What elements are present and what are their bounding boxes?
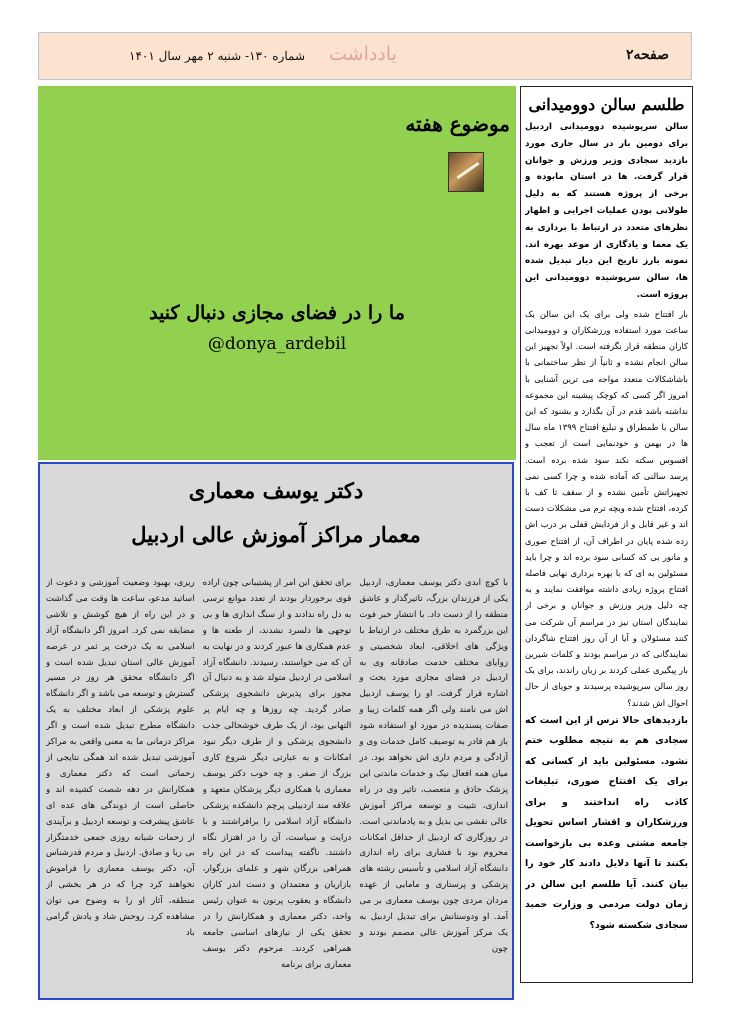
article-title: دکتر یوسف معماری [188, 478, 364, 503]
page-number: صفحه۲ [625, 47, 669, 63]
page-header [38, 32, 692, 80]
article-subtitle: معمار مراکز آموزش عالی اردبیل [131, 522, 421, 547]
sidebar-body [525, 119, 688, 977]
weekly-topic-box [38, 86, 516, 460]
weekly-topic-heading: موضوع هفته [405, 112, 510, 136]
social-handle: @donya_ardebil [207, 334, 347, 354]
sidebar-title: طلسم سالن دوومیدانی [528, 95, 685, 114]
memorial-article [38, 462, 514, 1000]
article-column-2: برای تحقق این امر از پشتیبانی چون اراده قوی برخوردار بودند از تعدد موانع ترسی به دل راه ندادند و از سنگ اندازی ها و بی توجهی ها دلسرد نشدند، از طعنه ها و عدم همکاری ها عبور کردند و در نهایت به آن که می خواستند، رسیدند. دانشگاه آزاد اسلامی در اردبیل متولد شد و به دنبال آن مجوز برای پذیرش دانشجوی پزشکی صادر گردید. چه روزها و چه ایام پر التهابی بود، از یک طرف خوشحالی جذب دانشجوی پزشکی و از طرف دیگر نبود امکانات و به عبارتی دیگر شروع کاری بزرگ از صفر. و چه خوب دکتر یوسف معماری با همکاری دیگر پزشکان متعهد و علاقه مند اردبیلی پرچم دانشکده پزشکی دانشگاه آزاد اسلامی را برافراشتند و با درایت و سیاست، آن را در اهتزاز نگاه داشتند. ناگفته پیداست که در این راه همراهی بزرگان شهر و علمای بزرگوار، بازاریان و معتمدان و دست اندر کاران دانشگاه و یعقوب پرنون به عنوان رئیس واحد، دکتر معماری و همکارانش را در تحقق یکی از نیازهای اساسی جامعه همراهی کردند. مرحوم دکتر یوسف معماری برای برنامه [202, 578, 352, 970]
sidebar-intro: سالن سرپوشیده دوومیدانی اردبیل برای دومین بار در سال جاری مورد بازدید سجادی وزیر ورزش و جوانان قرار گرفت. ها در استان مابوده و برخی از پروژه هستند که به دلیل طولانی بودن عملیات اجرایی و اظهار نظرهای متعدد در ارتباط با برداری به یک معما و یادگاری از موعد بهره اند. نمونه بارز تاریخ این دیار تبدیل شده ها، سالن سرپوشیده دوومیدانی این پروژه است. [525, 122, 688, 300]
article-column-1: با کوچ ابدی دکتر یوسف معماری، اردبیل یکی از فرزندان بزرگ، تاثیرگذار و عاشق منطقه را از دست داد. با انتشار خبر فوت این بزرگمرد به طرق مختلف در ارتباط با ویژگی های اخلاقی، ابعاد شخصیتی و زوایای مختلف خدمت صادقانه وی به اردبیل در فضای مجازی مورد بحث و اشاره قرار گرفت. او را یوسف اردبیل اش می نامند ولی اگر همه کلمات زیبا و صفات پسندیده در مورد او استفاده شود باز هم قادر به توصیف کامل خدمات وی و آزادگی و مردم داری اش نخواهد بود. در میان همه افعال نیک و خدمات ماندنی این پزشک حاذق و متعصب، تاثیر وی در راه اندازی، تثبیت و توسعه مراکز آموزش عالی نقشی بی بدیل و به یادماندنی است. در روزگاری که اردبیل از حداقل امکانات محروم بود با فشاری برای راه اندازی دانشگاه آزاد اسلامی و تأسیس رشته های پزشکی و پرستاری و مامایی از عهده مردان مردی چون یوسف معماری بر می آمد. او ودوستانش برای تبدیل اردبیل به یک مرکز آموزش عالی مصمم بودند و چون [359, 578, 508, 954]
article-column-3: ریزی، بهبود وضعیت آموزشی و دعوت از اساتید مدعو، ساعت ها وقت می گذاشت و در این راه از هیچ کوشش و تلاشی مضایقه نمی کرد. امروز اگر دانشگاه آزاد اسلامی به یک درخت پر ثمر در عرصه آموزش عالی استان تبدیل شده است و اگر دانشگاه محقق هر روز در مسیر گسترش و توسعه می باشد و اگر دانشگاه علوم پزشکی از ابعاد مختلف به یک دانشگاه مطرح تبدیل شده است و اگر مراکز درمانی ما به معنی واقعی به مراکز آموزشی تبدیل شده اند همگی نتایجی از زحماتی است که دکتر معماری و همکارانش در دهه شصت کشیده اند و حاصلی است از دوندگی های عده ای عاشق پیشرفت و توسعه اردبیل و برآیندی از زحمات شبانه روزی جمعی خدمتگزار بی ریا و صادق. اردبیل و مردم قدرشناس آن، دکتر یوسف معماری را فراموش نخواهند کرد چرا که در هر بخشی از منطقه، آثار او را به وضوح می توان مشاهده کرد. روحش شاد و یادش گرامی باد [45, 578, 195, 938]
sidebar-text: بار افتتاح شده ولی برای یک این سالن یک ساعت مورد استفاده ورزشکاران و دوومیدانی کاران منطقه قرار نگرفته است. اولاً تجهیز این سالن انجام نشده و ثانیاً از نظر ساختمانی با باشاشکالات متعدد مواجه می ترین آشنایی با امروز اگر کسی که کوچک پیشینه این مجموعه نداشته باشد قدم در آن بگذارد و بشنود که این سالن با طمطراق و تبلیغ افتتاح ۱۳۹۹ ماه سال ها در بهمن و خودنمایی است از تعجب و افسوس سکته نکند سود شده برده است. پرسد سالنی که آماده شده و چرا کسی نمی تجهیزاتش تأمین نشده و از سقف تا کف با کرده، افتتاح شده وبچه ترم می مشکلات دست اند و غیر قابل و از فردایش قفلی بر درب اش زده شده پایان در اطراف آن، از افتتاح صوری و مانور بی که کسانی سود برده اند و چرا باید مسئولین به ای که با بهره برداری نهایی فاصله افتتاح پروژه زیادی داشته موافقت نمایند و به چه دلیل وزیر ورزش و جوانان و برخی از نمایندگان استان نیز در مراسم آن شرکت می کنند مسئولان و آیا از آن روز افتتاح شاگردان نمایندگانی که در مراسم بودند و کلمات شیرین بار پیگیری عملی کردند بر زبان راندند، برای یک روز سالن سرپوشیده پرسیدند و جویای از حال احوال اش شدند؟ [525, 308, 688, 708]
article-columns [46, 576, 508, 994]
sidebar-column [520, 86, 693, 983]
pen-writing-icon [448, 152, 484, 192]
follow-us-text: ما را در فضای مجازی دنبال کنید [149, 302, 405, 324]
section-title: یادداشت [329, 43, 397, 65]
issue-info: شماره ۱۳۰- شنبه ۲ مهر سال ۱۴۰۱ [129, 49, 305, 63]
sidebar-closing: بازدیدهای حالا ترس از این است که سجادی هم به نتیجه مطلوب ختم نشود. مسئولین باید از کسانی که برای یک افتتاح صوری، تبلیغات کاذب راه انداختند و برای ورزشکاران و اقشار اساس تحویل جامعه مشتی وعده بی بازخواست بکنند تا آنها دلایل دادند کار خود را بیان کنند. آیا طلسم این سالن در زمان دولت مردمی و وزارت حمید سجادی شکسته شود؟ [525, 714, 688, 931]
